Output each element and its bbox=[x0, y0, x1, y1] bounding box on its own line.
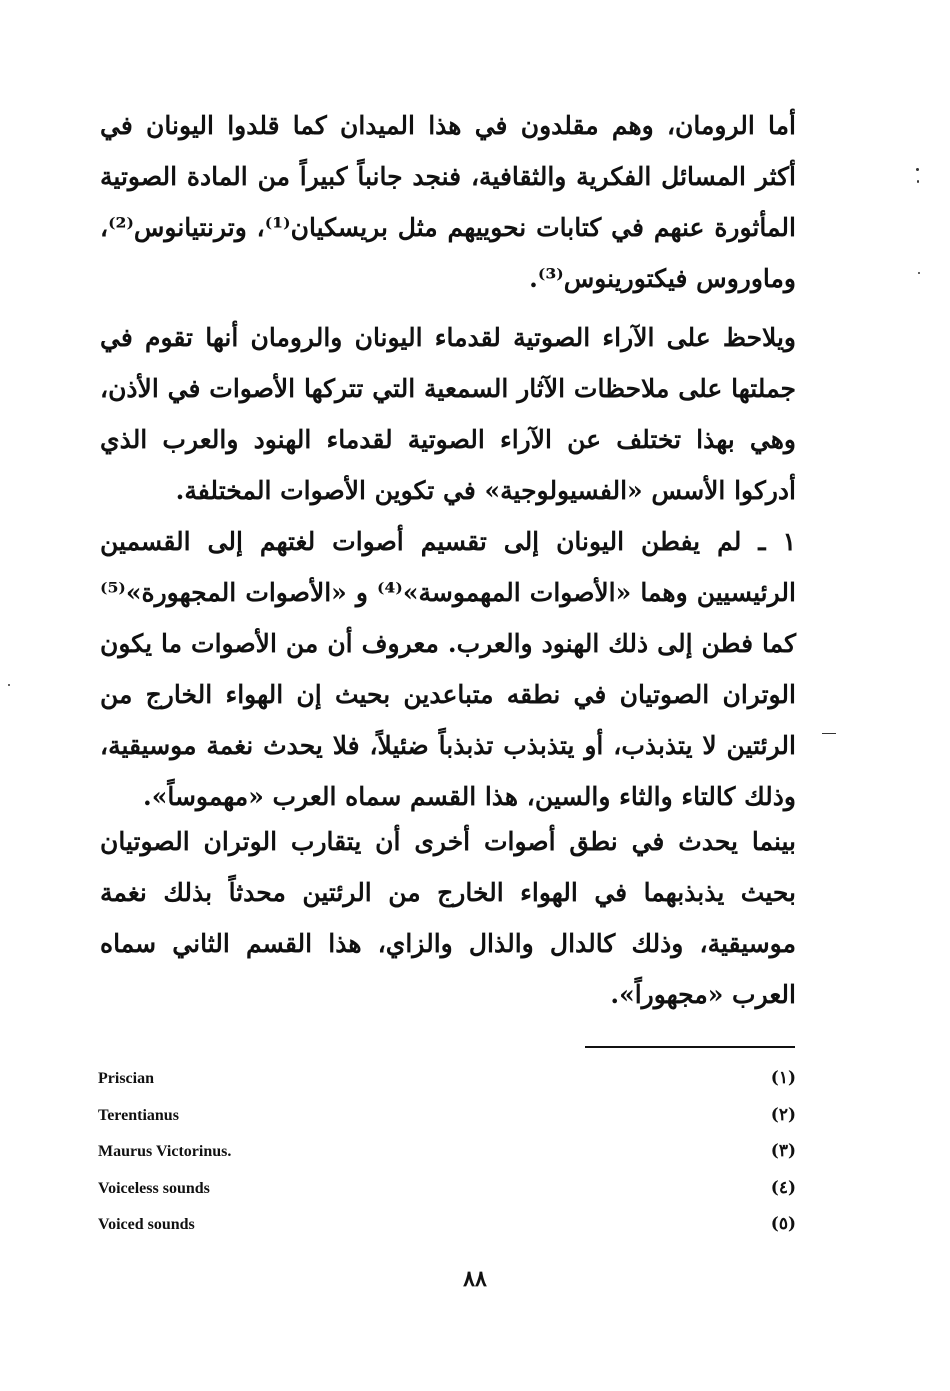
footnote-text: Terentianus bbox=[98, 1106, 179, 1124]
scan-speck bbox=[917, 180, 919, 183]
paragraph-romans: أما الرومان، وهم مقلدون في هذا الميدان كما قلدوا اليونان في أكثر المسائل الفكرية والثقافية، فنجد جانباً كبيراً من المادة الصوتية المأثورة عنهم في كتابات نحوييهم مثل بريسكيان⁽¹⁾، وترنتيانوس⁽²⁾، وماوروس فيكتورينوس⁽³⁾. bbox=[100, 111, 796, 293]
footnote-text: Voiceless sounds bbox=[98, 1179, 210, 1197]
footnote-item bbox=[98, 1176, 798, 1213]
scan-speck bbox=[822, 733, 836, 734]
footnote-text: Maurus Victorinus. bbox=[98, 1143, 232, 1160]
footnote-item bbox=[98, 1066, 798, 1103]
footnote-item bbox=[98, 1139, 798, 1176]
footnote-divider bbox=[585, 1046, 795, 1048]
footnote-number: (٣) bbox=[770, 1141, 796, 1161]
scan-speck bbox=[918, 272, 920, 274]
footnote-text: Priscian bbox=[98, 1070, 154, 1087]
footnote-number: (٥) bbox=[770, 1214, 796, 1234]
footnote-number: (١) bbox=[770, 1068, 796, 1088]
footnote-number: (٢) bbox=[770, 1104, 796, 1125]
footnote-item bbox=[98, 1103, 798, 1140]
paragraph-observations: ويلاحظ على الآراء الصوتية لقدماء اليونان والرومان أنها تقوم في جملتها على ملاحظات الآثار السمعية التي تتركها الأصوات في الأذن، وهي بهذا تختلف عن الآراء الصوتية لقدماء الهنود والعرب الذي أدركوا الأسس «الفسيولوجية» في تكوين الأصوات المختلفة. bbox=[100, 323, 796, 505]
paragraph-voicing-division: ١ ـ لم يفطن اليونان إلى تقسيم أصوات لغتهم إلى القسمين الرئيسيين وهما «الأصوات المهموسة»⁽⁴⁾ و «الأصوات المجهورة»⁽⁵⁾ كما فطن إلى ذلك الهنود والعرب. معروف أن من الأصوات ما يكون الوتران الصوتيان في نطقه متباعدين بحيث إن الهواء الخارج من الرئتين لا يتذبذب، أو يتذبذب تذبذباً ضئيلاً، فلا يحدث نغمة موسيقية، وذلك كالتاء والثاء والسين، هذا القسم سماه العرب «مهموساً». bbox=[100, 527, 796, 811]
scan-speck bbox=[916, 168, 919, 171]
footnote-item bbox=[98, 1212, 798, 1249]
footnotes bbox=[98, 1066, 798, 1249]
page-number: ٨٨ bbox=[463, 1266, 487, 1292]
footnote-text: Voiced sounds bbox=[98, 1216, 195, 1233]
footnote-number: (٤) bbox=[770, 1177, 796, 1198]
paragraph-voiced-sounds: بينما يحدث في نطق أصوات أخرى أن يتقارب الوتران الصوتيان بحيث يذبذبهما في الهواء الخارج من الرئتين محدثاً بذلك نغمة موسيقية، وذلك كالدال والذال والزاي، هذا القسم الثاني سماه العرب «مجهوراً». bbox=[100, 827, 796, 1009]
scan-speck bbox=[8, 684, 10, 686]
